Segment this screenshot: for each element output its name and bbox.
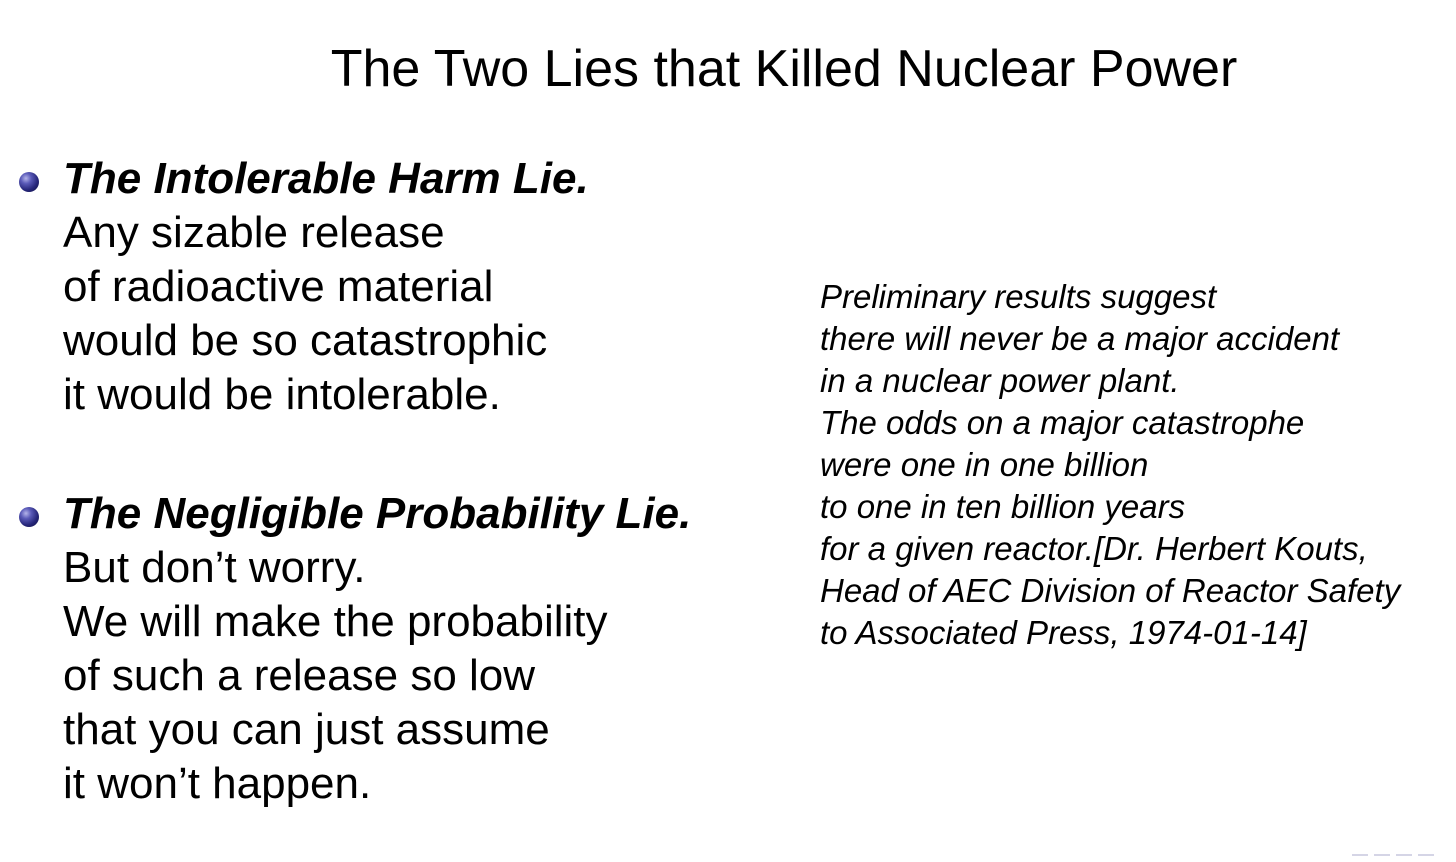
bullet-line: We will make the probability bbox=[63, 597, 608, 646]
quote-line: to one in ten billion years bbox=[820, 488, 1186, 525]
bullet-marker-icon bbox=[19, 172, 39, 192]
bullet-line: But don’t worry. bbox=[63, 543, 366, 592]
bullet-line: it would be intolerable. bbox=[63, 370, 501, 419]
bullet-line: it won’t happen. bbox=[63, 759, 372, 808]
bullet-line: would be so catastrophic bbox=[63, 316, 548, 365]
quote-line: there will never be a major accident bbox=[820, 320, 1340, 357]
quote-line: Head of AEC Division of Reactor Safety bbox=[820, 572, 1401, 609]
bullet-body bbox=[63, 152, 589, 422]
quote-line: The odds on a major catastrophe bbox=[820, 404, 1305, 441]
bullet-heading: The Negligible Probability Lie. bbox=[63, 489, 692, 538]
bullet-line: that you can just assume bbox=[63, 705, 550, 754]
quote-line: in a nuclear power plant. bbox=[820, 362, 1180, 399]
slide-title: The Two Lies that Killed Nuclear Power bbox=[330, 40, 1238, 98]
quote-line: were one in one billion bbox=[820, 446, 1149, 483]
quote-line: to Associated Press, 1974-01-14] bbox=[820, 614, 1307, 651]
nav-last-icon[interactable] bbox=[1418, 854, 1434, 862]
bullet-line: of such a release so low bbox=[63, 651, 536, 700]
bullet-heading: The Intolerable Harm Lie. bbox=[63, 154, 589, 203]
bullet-line: of radioactive material bbox=[63, 262, 494, 311]
bullet-line: Any sizable release bbox=[63, 208, 445, 257]
bullet-body bbox=[63, 487, 691, 811]
kouts-quote bbox=[820, 276, 1400, 654]
nav-prev-icon[interactable] bbox=[1374, 854, 1390, 862]
nav-first-icon[interactable] bbox=[1352, 854, 1368, 862]
slide-navigation-controls[interactable] bbox=[1352, 854, 1434, 860]
quote-line: Preliminary results suggest bbox=[820, 278, 1217, 315]
bullet-marker-icon bbox=[19, 507, 39, 527]
nav-next-icon[interactable] bbox=[1396, 854, 1412, 862]
quote-line: for a given reactor.[Dr. Herbert Kouts, bbox=[820, 530, 1368, 567]
